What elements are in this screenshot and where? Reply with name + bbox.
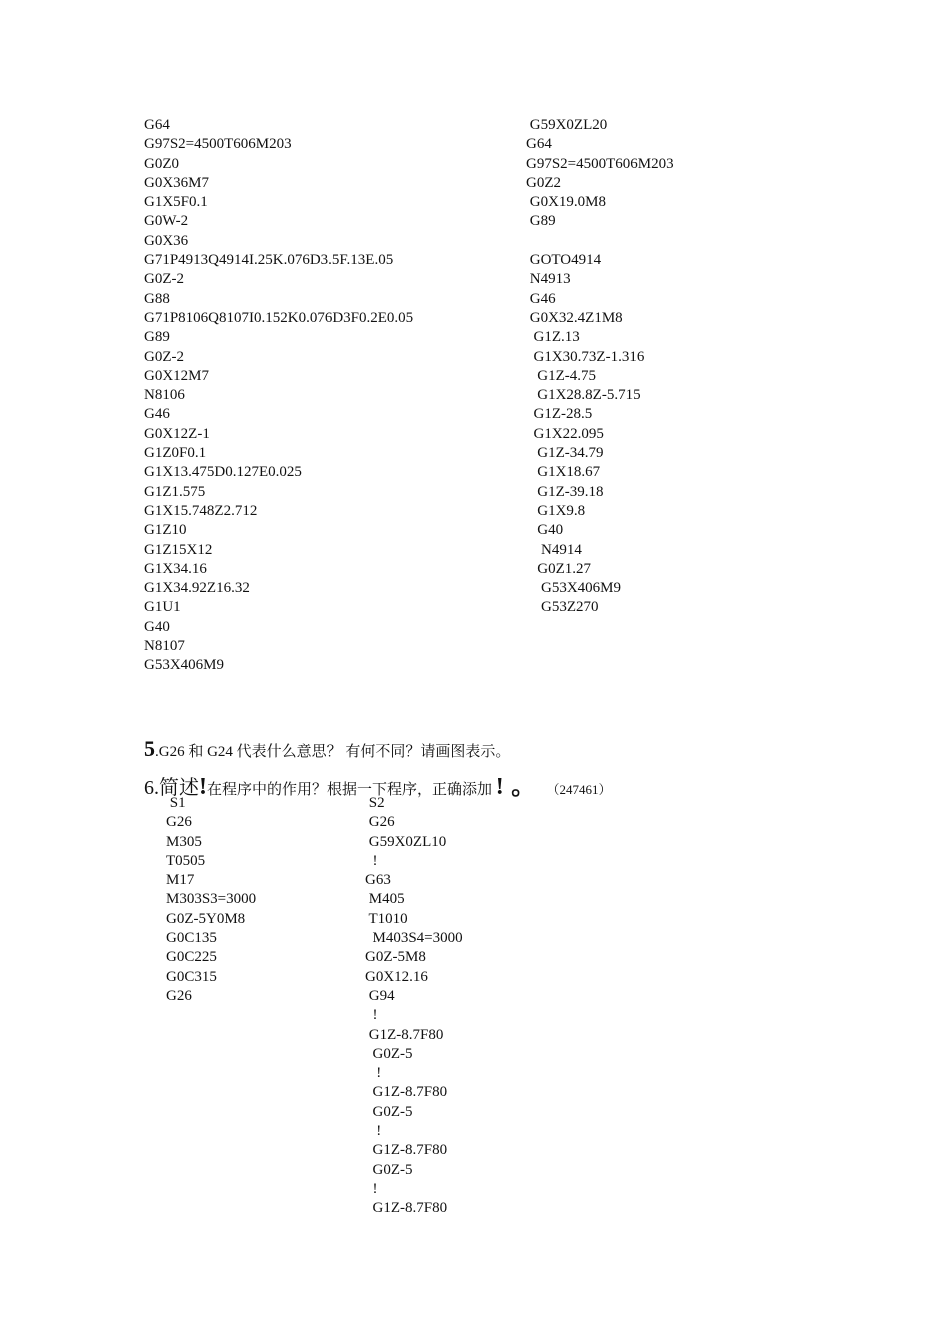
program-line: G1X13.475D0.127E0.025 bbox=[144, 464, 302, 481]
program-line: G71P4913Q4914I.25K.076D3.5F.13E.05 bbox=[144, 252, 394, 269]
program-line: G53X406M9 bbox=[526, 580, 622, 597]
program-line: G1Z-8.7F80 bbox=[365, 1084, 448, 1101]
program-line: G0X12Z-1 bbox=[144, 425, 210, 442]
program-line: G46 bbox=[526, 290, 556, 307]
program-line: G1Z-8.7F80 bbox=[365, 1026, 444, 1043]
program-line: G0X12M7 bbox=[144, 367, 210, 384]
program-line: G1Z-4.75 bbox=[526, 367, 596, 384]
program-line: G94 bbox=[365, 987, 395, 1004]
program-line: T1010 bbox=[365, 910, 408, 927]
program-line: G64 bbox=[526, 136, 552, 153]
program-line: G0Z-5Y0M8 bbox=[166, 910, 246, 927]
program-line: G1X28.8Z-5.715 bbox=[526, 387, 641, 404]
program-line: G1Z10 bbox=[144, 522, 187, 539]
program-line: G0C315 bbox=[166, 968, 217, 985]
program-line: G1Z0F0.1 bbox=[144, 445, 207, 462]
question-6-code: （247461） bbox=[546, 782, 612, 797]
program-line: ! bbox=[365, 1180, 378, 1197]
program-line: G0W-2 bbox=[144, 213, 189, 230]
program-line: ! bbox=[365, 1007, 378, 1024]
question-6-title: 简述 bbox=[159, 777, 199, 799]
program-line: G46 bbox=[144, 406, 170, 423]
program-line: G1Z.13 bbox=[526, 329, 580, 346]
program-line: N4913 bbox=[526, 271, 571, 288]
program-line: G1X15.748Z2.712 bbox=[144, 502, 258, 519]
program-line: M17 bbox=[166, 872, 195, 889]
program-line: G59X0ZL20 bbox=[526, 117, 608, 133]
program-line: G64 bbox=[144, 117, 170, 133]
question-5-text: .G26 和 G24 代表什么意思？ 有何不同？请画图表示。 bbox=[155, 744, 511, 760]
program-line: G0Z1.27 bbox=[526, 560, 591, 577]
program-line: G26 bbox=[166, 814, 192, 831]
program-line: G1U1 bbox=[144, 599, 181, 616]
program-line: G53X406M9 bbox=[144, 657, 225, 674]
question-6-end: 。 bbox=[511, 774, 536, 800]
program-line: G89 bbox=[526, 213, 556, 230]
question-5-number: 5 bbox=[144, 736, 155, 761]
program-line: G1X5F0.1 bbox=[144, 194, 208, 211]
program-line: G40 bbox=[144, 618, 170, 635]
program-line: G97S2=4500T606M203 bbox=[526, 155, 674, 172]
program-line: ! bbox=[365, 852, 378, 869]
program-line: M403S4=3000 bbox=[365, 930, 463, 947]
program-line: G1Z1.575 bbox=[144, 483, 206, 500]
program-line: G0C135 bbox=[166, 930, 217, 947]
program-line: G0Z0 bbox=[144, 155, 179, 172]
s2-program-listing bbox=[365, 794, 463, 1219]
program-line: G1X34.16 bbox=[144, 560, 207, 577]
program-line: G1X22.095 bbox=[526, 425, 604, 442]
program-line: G1Z15X12 bbox=[144, 541, 213, 558]
program-line: G0X36M7 bbox=[144, 174, 210, 191]
program-line: G1X34.92Z16.32 bbox=[144, 580, 250, 597]
program-line: G88 bbox=[144, 290, 170, 307]
program-line: N4914 bbox=[526, 541, 582, 558]
program-line bbox=[526, 232, 674, 251]
program-line: T0505 bbox=[166, 852, 206, 869]
program-line: G26 bbox=[365, 814, 395, 831]
program-line: G0X36 bbox=[144, 232, 189, 249]
program-line: G89 bbox=[144, 329, 170, 346]
program-line: G1Z-8.7F80 bbox=[365, 1200, 448, 1217]
program-line: G0X12.16 bbox=[365, 968, 428, 985]
question-6-mark: ! bbox=[199, 774, 207, 800]
program-line: G0Z2 bbox=[526, 174, 561, 191]
program-line: G0Z-5 bbox=[365, 1161, 413, 1178]
program-line: G1X9.8 bbox=[526, 502, 586, 519]
program-line: M305 bbox=[166, 833, 202, 850]
program-line: G0C225 bbox=[166, 949, 217, 966]
program-line: G97S2=4500T606M203 bbox=[144, 136, 292, 153]
program-line: G59X0ZL10 bbox=[365, 833, 447, 850]
program-line: G0Z-2 bbox=[144, 348, 184, 365]
program-line: M303S3=3000 bbox=[166, 891, 257, 908]
program-line: G53Z270 bbox=[526, 599, 599, 616]
program-line: G1X30.73Z-1.316 bbox=[526, 348, 645, 365]
program-line: N8107 bbox=[144, 638, 185, 655]
question-6-text: 在程序中的作用？根据一下程序，正确添加 bbox=[207, 782, 493, 798]
question-6-mark-2: ! bbox=[495, 774, 504, 800]
right-program-listing bbox=[526, 116, 674, 618]
program-line: ! bbox=[365, 1123, 382, 1140]
program-line: G0X19.0M8 bbox=[526, 194, 607, 211]
program-line: S2 bbox=[365, 795, 385, 811]
program-line: G0Z-5 bbox=[365, 1103, 413, 1120]
program-line: N8106 bbox=[144, 387, 185, 404]
program-line: ! bbox=[365, 1065, 382, 1082]
program-line: G63 bbox=[365, 872, 391, 889]
program-line: G71P8106Q8107I0.152K0.076D3F0.2E0.05 bbox=[144, 309, 414, 326]
program-line: G0Z-5 bbox=[365, 1045, 413, 1062]
program-line: GOTO4914 bbox=[526, 252, 602, 269]
program-line: G40 bbox=[526, 522, 564, 539]
s1-program-listing bbox=[166, 794, 256, 1006]
program-line: G1Z-8.7F80 bbox=[365, 1142, 448, 1159]
program-line: G1Z-39.18 bbox=[526, 483, 604, 500]
program-line: G26 bbox=[166, 987, 192, 1004]
question-6-number: 6. bbox=[144, 777, 159, 799]
left-program-listing bbox=[144, 116, 413, 676]
program-line: G1Z-28.5 bbox=[526, 406, 593, 423]
question-5 bbox=[144, 736, 510, 762]
program-line: G0Z-2 bbox=[144, 271, 184, 288]
program-line: G0Z-5M8 bbox=[365, 949, 426, 966]
program-line: M405 bbox=[365, 891, 405, 908]
program-line: G1X18.67 bbox=[526, 464, 601, 481]
program-line: S1 bbox=[166, 795, 186, 811]
program-line: G1Z-34.79 bbox=[526, 445, 604, 462]
program-line: G0X32.4Z1M8 bbox=[526, 309, 623, 326]
